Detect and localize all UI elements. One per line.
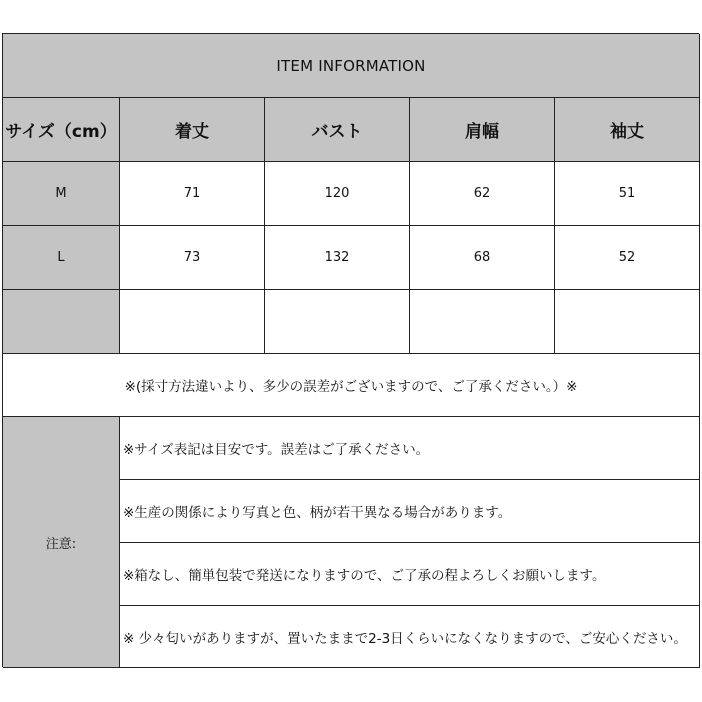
- header-size: サイズ（cm）: [3, 98, 120, 162]
- row-size-label: [3, 290, 120, 354]
- table-cell: [410, 290, 555, 354]
- table-title: ITEM INFORMATION: [3, 34, 700, 98]
- table-cell: 71: [120, 162, 265, 226]
- notice-item: ※ 少々匂いがありますが、置いたままで2-3日くらいになくなりますので、ご安心ください。: [120, 606, 700, 668]
- header-length: 着丈: [120, 98, 265, 162]
- table-cell: 51: [555, 162, 700, 226]
- table-cell: [555, 290, 700, 354]
- row-size-label: L: [3, 226, 120, 290]
- header-sleeve: 袖丈: [555, 98, 700, 162]
- notice-item: ※箱なし、簡単包装で発送になりますので、ご了承の程よろしくお願いします。: [120, 543, 700, 606]
- notice-item: ※サイズ表記は目安です。誤差はご了承ください。: [120, 417, 700, 480]
- table-cell: 120: [265, 162, 410, 226]
- table-cell: [265, 290, 410, 354]
- table-cell: 132: [265, 226, 410, 290]
- measurement-note: ※(採寸方法違いより、多少の誤差がございますので、ご了承ください。）※: [3, 354, 700, 417]
- notice-item: ※生産の関係により写真と色、柄が若干異なる場合があります。: [120, 480, 700, 543]
- table-cell: 62: [410, 162, 555, 226]
- header-bust: バスト: [265, 98, 410, 162]
- item-information-table: [2, 33, 699, 667]
- table-cell: [120, 290, 265, 354]
- header-shoulder: 肩幅: [410, 98, 555, 162]
- notice-label: 注意:: [3, 417, 120, 668]
- table-cell: 68: [410, 226, 555, 290]
- row-size-label: M: [3, 162, 120, 226]
- table-cell: 73: [120, 226, 265, 290]
- table-cell: 52: [555, 226, 700, 290]
